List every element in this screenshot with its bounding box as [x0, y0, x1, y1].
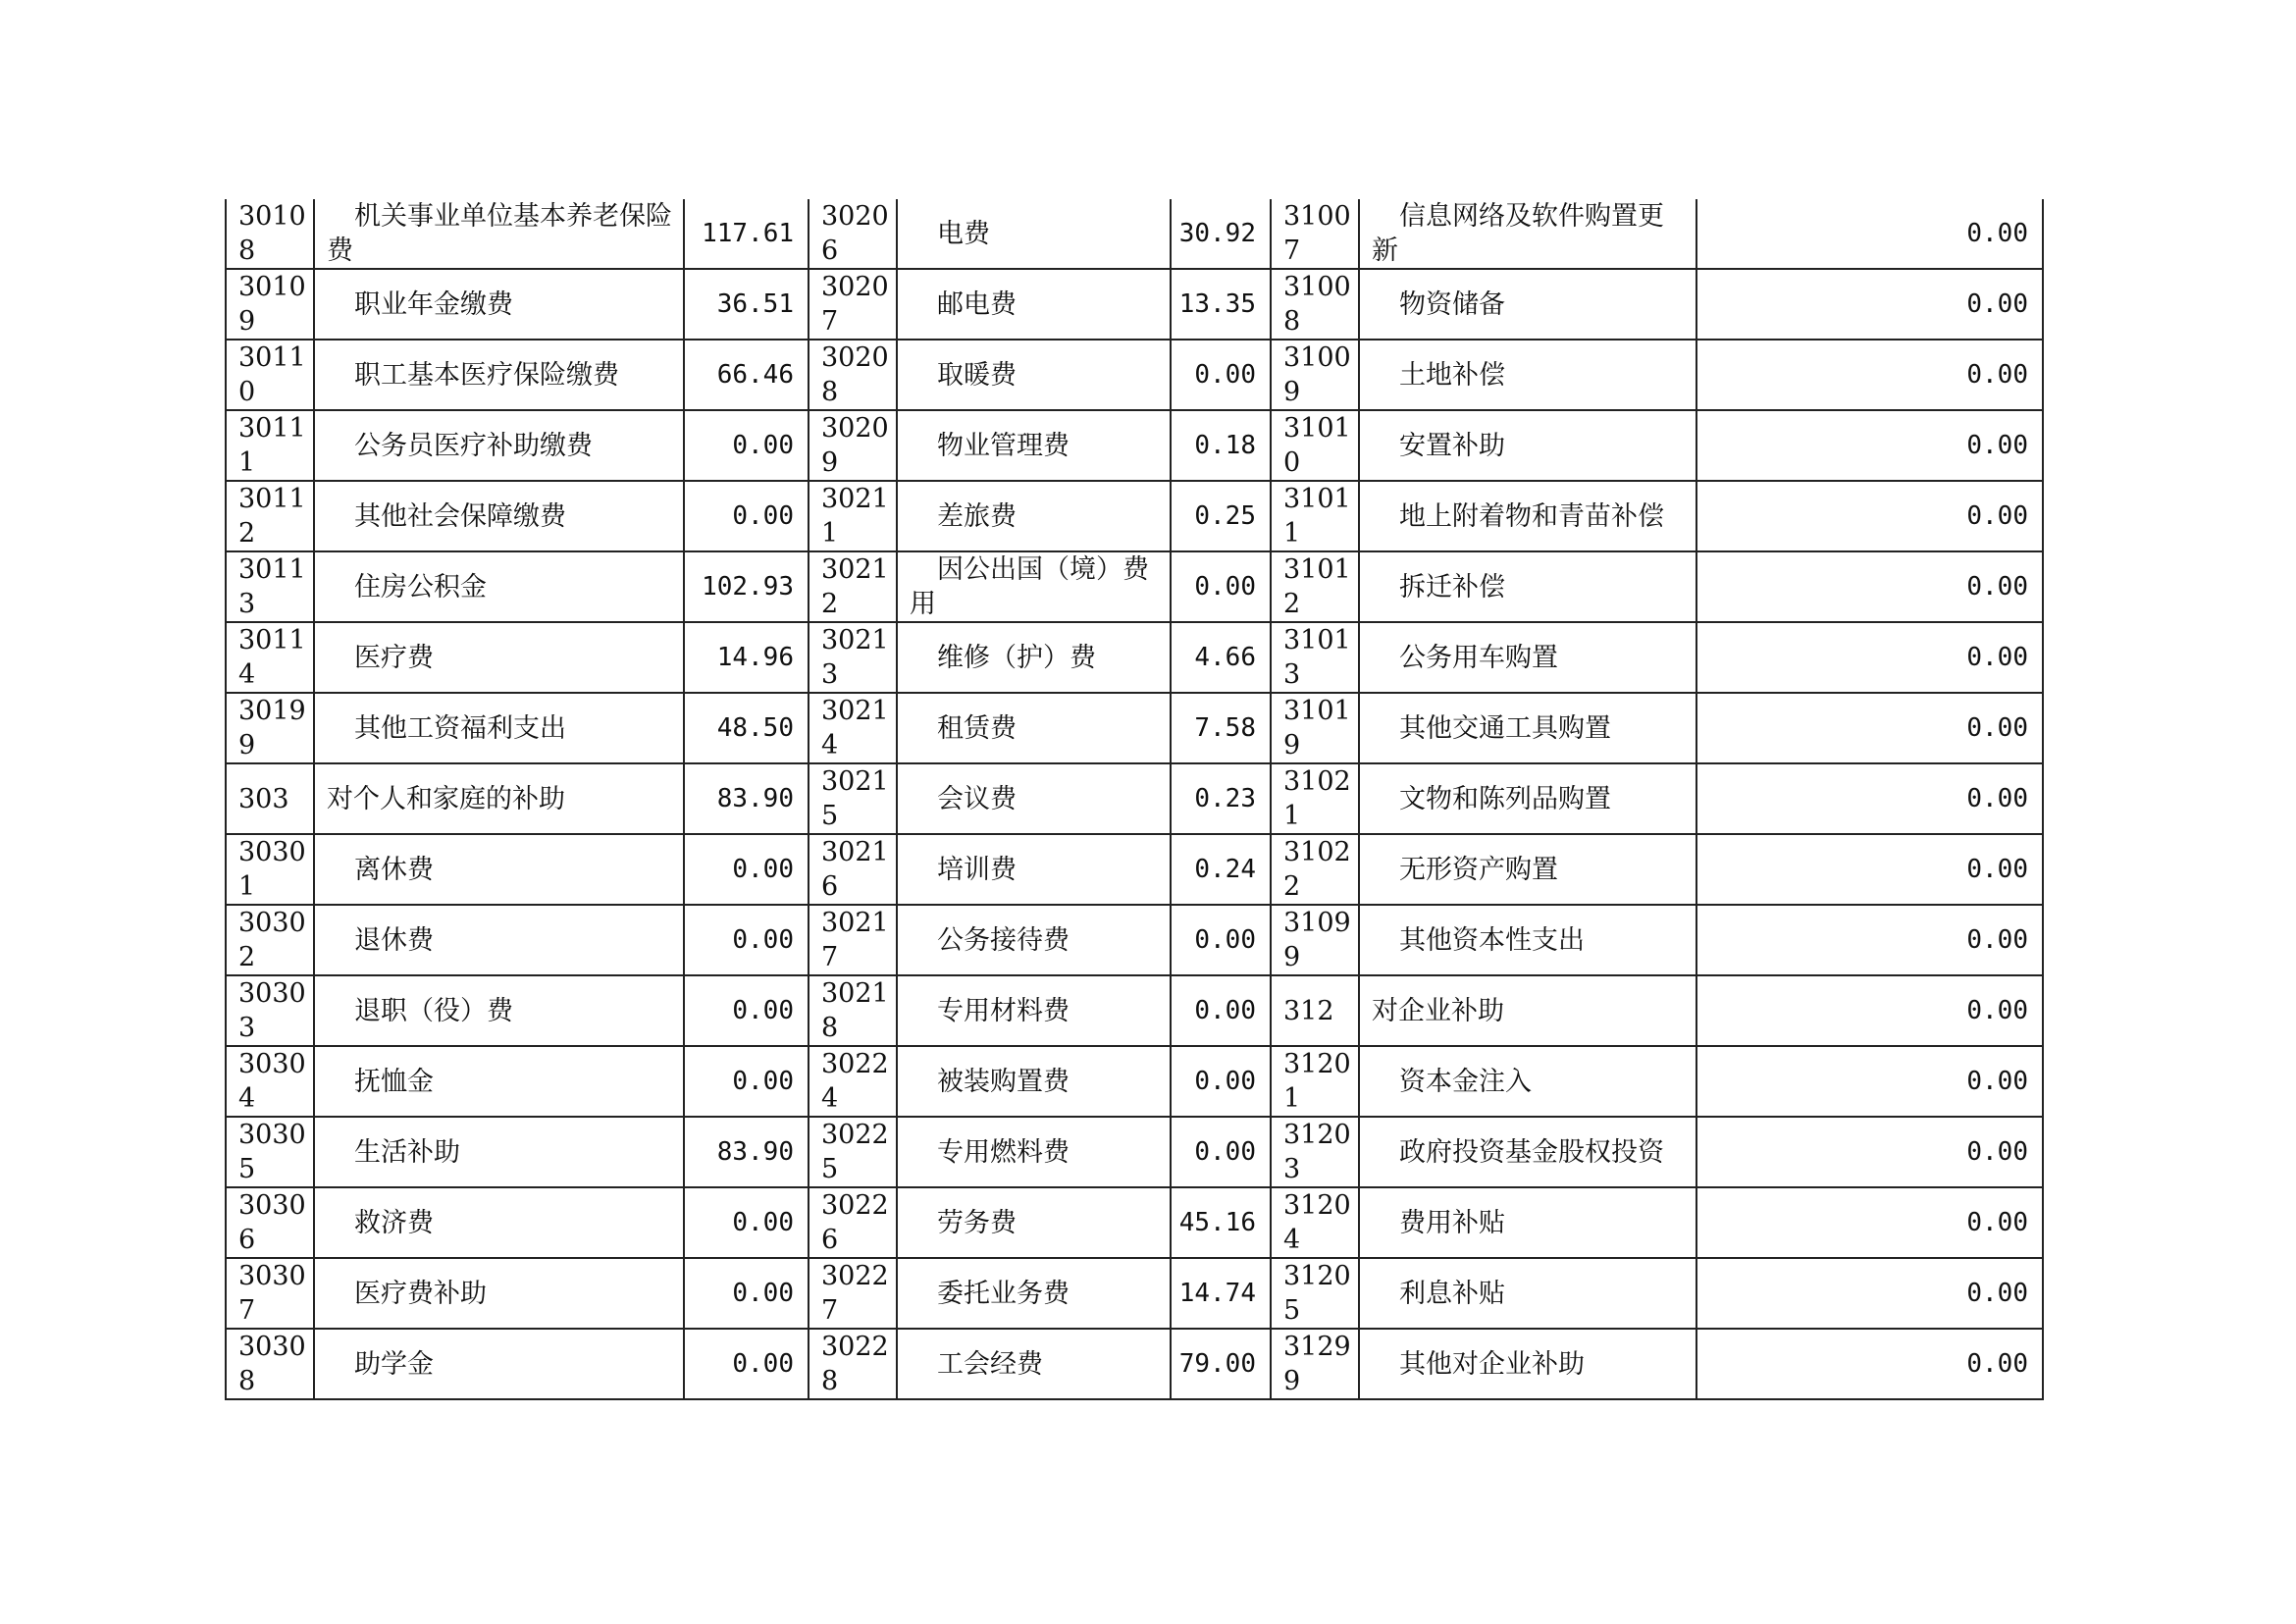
item-code: 31204 — [1271, 1187, 1359, 1258]
item-amount: 0.00 — [684, 834, 809, 905]
item-name: 拆迁补偿 — [1359, 551, 1696, 622]
item-code: 30213 — [809, 622, 897, 693]
item-name: 助学金 — [314, 1329, 684, 1399]
item-code: 312 — [1271, 975, 1359, 1046]
item-code: 303 — [226, 763, 314, 834]
item-code: 30306 — [226, 1187, 314, 1258]
item-amount: 14.74 — [1171, 1258, 1271, 1329]
item-amount: 0.00 — [1171, 1046, 1271, 1117]
table-body — [226, 199, 2043, 1399]
item-name: 其他对企业补助 — [1359, 1329, 1696, 1399]
item-name: 退职（役）费 — [314, 975, 684, 1046]
table-row — [226, 1258, 2043, 1329]
item-code: 31099 — [1271, 905, 1359, 975]
item-name: 物资储备 — [1359, 269, 1696, 340]
item-code: 31203 — [1271, 1117, 1359, 1187]
item-code: 30199 — [226, 693, 314, 763]
item-name: 电费 — [897, 199, 1171, 269]
item-amount: 0.00 — [1696, 410, 2043, 481]
item-code: 30110 — [226, 340, 314, 410]
item-name: 对个人和家庭的补助 — [314, 763, 684, 834]
item-name: 其他工资福利支出 — [314, 693, 684, 763]
item-code: 30109 — [226, 269, 314, 340]
item-code: 31201 — [1271, 1046, 1359, 1117]
item-name: 救济费 — [314, 1187, 684, 1258]
item-name: 住房公积金 — [314, 551, 684, 622]
item-amount: 0.00 — [1696, 551, 2043, 622]
item-amount: 0.00 — [1696, 693, 2043, 763]
item-name: 抚恤金 — [314, 1046, 684, 1117]
item-name: 邮电费 — [897, 269, 1171, 340]
item-amount: 0.00 — [1696, 905, 2043, 975]
item-name: 土地补偿 — [1359, 340, 1696, 410]
table-row — [226, 340, 2043, 410]
item-code: 30209 — [809, 410, 897, 481]
item-amount: 66.46 — [684, 340, 809, 410]
item-amount: 0.25 — [1171, 481, 1271, 551]
item-name: 公务接待费 — [897, 905, 1171, 975]
item-name: 文物和陈列品购置 — [1359, 763, 1696, 834]
item-code: 30206 — [809, 199, 897, 269]
item-code: 31205 — [1271, 1258, 1359, 1329]
table-row — [226, 1117, 2043, 1187]
item-name: 利息补贴 — [1359, 1258, 1696, 1329]
item-name: 政府投资基金股权投资 — [1359, 1117, 1696, 1187]
item-name: 离休费 — [314, 834, 684, 905]
item-code: 30215 — [809, 763, 897, 834]
item-code: 31011 — [1271, 481, 1359, 551]
item-amount: 83.90 — [684, 763, 809, 834]
table-row — [226, 1046, 2043, 1117]
item-name: 生活补助 — [314, 1117, 684, 1187]
item-name: 差旅费 — [897, 481, 1171, 551]
item-amount: 0.00 — [684, 1187, 809, 1258]
item-code: 30108 — [226, 199, 314, 269]
item-name: 信息网络及软件购置更新 — [1359, 199, 1696, 269]
item-amount: 83.90 — [684, 1117, 809, 1187]
item-amount: 0.00 — [1696, 1329, 2043, 1399]
item-code: 31010 — [1271, 410, 1359, 481]
item-name: 被装购置费 — [897, 1046, 1171, 1117]
table-row — [226, 1329, 2043, 1399]
item-code: 30207 — [809, 269, 897, 340]
item-name: 劳务费 — [897, 1187, 1171, 1258]
table-row — [226, 622, 2043, 693]
item-name: 因公出国（境）费用 — [897, 551, 1171, 622]
item-amount: 117.61 — [684, 199, 809, 269]
item-code: 30301 — [226, 834, 314, 905]
item-amount: 0.23 — [1171, 763, 1271, 834]
item-name: 维修（护）费 — [897, 622, 1171, 693]
item-name: 医疗费 — [314, 622, 684, 693]
item-code: 30114 — [226, 622, 314, 693]
item-amount: 0.00 — [1171, 340, 1271, 410]
item-name: 地上附着物和青苗补偿 — [1359, 481, 1696, 551]
item-amount: 0.00 — [1696, 481, 2043, 551]
item-name: 安置补助 — [1359, 410, 1696, 481]
item-amount: 0.00 — [1696, 834, 2043, 905]
table-row — [226, 1187, 2043, 1258]
item-amount: 0.00 — [1171, 1117, 1271, 1187]
item-amount: 7.58 — [1171, 693, 1271, 763]
item-code: 31021 — [1271, 763, 1359, 834]
item-amount: 0.00 — [684, 1329, 809, 1399]
item-amount: 0.00 — [684, 975, 809, 1046]
item-amount: 0.00 — [684, 410, 809, 481]
item-name: 职工基本医疗保险缴费 — [314, 340, 684, 410]
item-name: 职业年金缴费 — [314, 269, 684, 340]
item-code: 30214 — [809, 693, 897, 763]
item-amount: 0.00 — [1696, 1258, 2043, 1329]
item-amount: 0.00 — [1696, 1187, 2043, 1258]
item-code: 30226 — [809, 1187, 897, 1258]
item-amount: 45.16 — [1171, 1187, 1271, 1258]
item-name: 会议费 — [897, 763, 1171, 834]
item-code: 31012 — [1271, 551, 1359, 622]
item-amount: 102.93 — [684, 551, 809, 622]
table-row — [226, 905, 2043, 975]
item-amount: 0.24 — [1171, 834, 1271, 905]
item-name: 其他交通工具购置 — [1359, 693, 1696, 763]
item-name: 取暖费 — [897, 340, 1171, 410]
item-amount: 79.00 — [1171, 1329, 1271, 1399]
item-amount: 0.00 — [1696, 1117, 2043, 1187]
item-code: 30208 — [809, 340, 897, 410]
table-row — [226, 269, 2043, 340]
item-code: 30112 — [226, 481, 314, 551]
table-row — [226, 834, 2043, 905]
item-name: 医疗费补助 — [314, 1258, 684, 1329]
expense-classification-table — [225, 199, 2044, 1400]
item-name: 其他资本性支出 — [1359, 905, 1696, 975]
item-name: 资本金注入 — [1359, 1046, 1696, 1117]
table-row — [226, 410, 2043, 481]
item-code: 30113 — [226, 551, 314, 622]
item-code: 31013 — [1271, 622, 1359, 693]
item-name: 公务用车购置 — [1359, 622, 1696, 693]
item-amount: 0.00 — [1696, 975, 2043, 1046]
item-name: 机关事业单位基本养老保险费 — [314, 199, 684, 269]
item-amount: 0.00 — [1696, 340, 2043, 410]
item-name: 公务员医疗补助缴费 — [314, 410, 684, 481]
item-name: 专用燃料费 — [897, 1117, 1171, 1187]
item-amount: 13.35 — [1171, 269, 1271, 340]
item-code: 31299 — [1271, 1329, 1359, 1399]
item-amount: 0.18 — [1171, 410, 1271, 481]
item-code: 30307 — [226, 1258, 314, 1329]
item-amount: 0.00 — [1696, 1046, 2043, 1117]
item-amount: 0.00 — [1171, 975, 1271, 1046]
item-code: 31019 — [1271, 693, 1359, 763]
table-row — [226, 693, 2043, 763]
item-name: 无形资产购置 — [1359, 834, 1696, 905]
item-amount: 30.92 — [1171, 199, 1271, 269]
item-code: 31007 — [1271, 199, 1359, 269]
item-code: 30111 — [226, 410, 314, 481]
item-code: 31009 — [1271, 340, 1359, 410]
item-code: 30218 — [809, 975, 897, 1046]
table-row — [226, 763, 2043, 834]
item-amount: 0.00 — [1171, 551, 1271, 622]
item-name: 租赁费 — [897, 693, 1171, 763]
item-code: 30224 — [809, 1046, 897, 1117]
item-name: 培训费 — [897, 834, 1171, 905]
item-code: 30211 — [809, 481, 897, 551]
item-code: 30216 — [809, 834, 897, 905]
item-amount: 0.00 — [1696, 269, 2043, 340]
table-row — [226, 481, 2043, 551]
item-name: 其他社会保障缴费 — [314, 481, 684, 551]
item-amount: 14.96 — [684, 622, 809, 693]
item-name: 对企业补助 — [1359, 975, 1696, 1046]
item-amount: 4.66 — [1171, 622, 1271, 693]
item-code: 31022 — [1271, 834, 1359, 905]
item-name: 委托业务费 — [897, 1258, 1171, 1329]
item-amount: 0.00 — [684, 481, 809, 551]
table-row — [226, 551, 2043, 622]
item-amount: 36.51 — [684, 269, 809, 340]
item-code: 30303 — [226, 975, 314, 1046]
item-code: 30308 — [226, 1329, 314, 1399]
item-code: 30217 — [809, 905, 897, 975]
table-row — [226, 975, 2043, 1046]
item-code: 30212 — [809, 551, 897, 622]
item-name: 退休费 — [314, 905, 684, 975]
item-amount: 0.00 — [684, 1046, 809, 1117]
item-amount: 0.00 — [684, 1258, 809, 1329]
item-code: 30225 — [809, 1117, 897, 1187]
item-name: 费用补贴 — [1359, 1187, 1696, 1258]
item-code: 30302 — [226, 905, 314, 975]
item-amount: 0.00 — [1696, 199, 2043, 269]
item-amount: 0.00 — [1696, 622, 2043, 693]
item-amount: 0.00 — [1696, 763, 2043, 834]
table-row — [226, 199, 2043, 269]
item-code: 30227 — [809, 1258, 897, 1329]
item-code: 30304 — [226, 1046, 314, 1117]
item-name: 工会经费 — [897, 1329, 1171, 1399]
item-amount: 0.00 — [1171, 905, 1271, 975]
item-code: 30228 — [809, 1329, 897, 1399]
item-amount: 0.00 — [684, 905, 809, 975]
item-name: 物业管理费 — [897, 410, 1171, 481]
item-amount: 48.50 — [684, 693, 809, 763]
item-name: 专用材料费 — [897, 975, 1171, 1046]
item-code: 31008 — [1271, 269, 1359, 340]
item-code: 30305 — [226, 1117, 314, 1187]
